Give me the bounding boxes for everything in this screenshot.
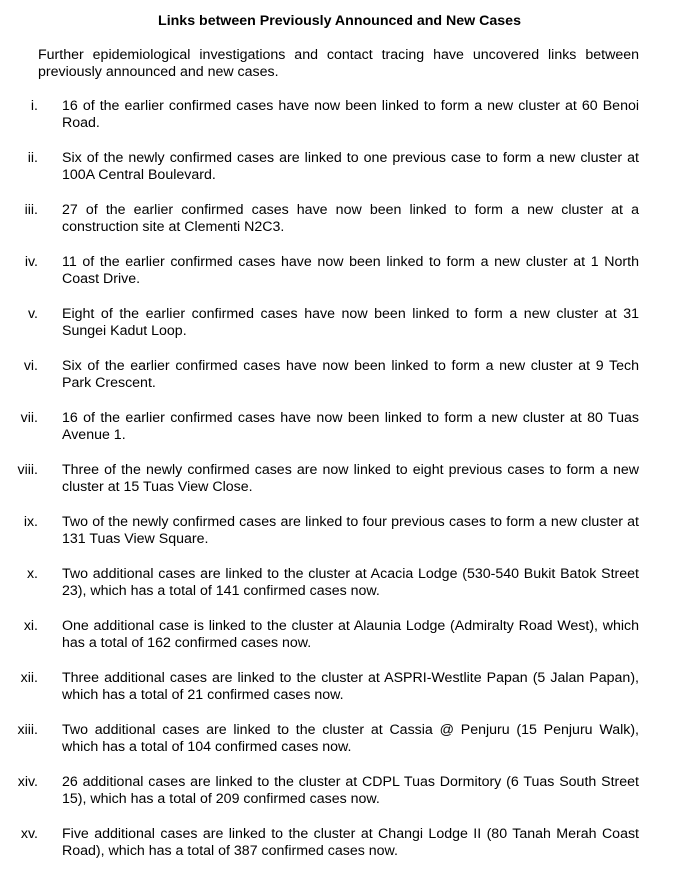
item-number: viii. [17, 462, 38, 478]
list-item [0, 514, 679, 566]
list-item [0, 306, 679, 358]
list-item [0, 358, 679, 410]
item-number: ii. [27, 150, 38, 166]
intro-paragraph: Further epidemiological investigations and contact tracing have uncovered links between previously announced and new cases. [38, 47, 639, 80]
item-text: 16 of the earlier confirmed cases have now been linked to form a new cluster at 80 Tuas Avenue 1. [62, 410, 639, 443]
list-item [0, 774, 679, 826]
item-number: i. [30, 98, 38, 114]
list-item [0, 462, 679, 514]
list-item [0, 826, 679, 878]
item-number: vi. [23, 358, 38, 374]
item-text: Six of the newly confirmed cases are linked to one previous case to form a new cluster at 100A Central Boulevard. [62, 150, 639, 183]
item-number: xiv. [17, 774, 38, 790]
item-number: xi. [23, 618, 38, 634]
list-item [0, 150, 679, 202]
item-text: Three of the newly confirmed cases are now linked to eight previous cases to form a new cluster at 15 Tuas View Close. [62, 462, 639, 495]
item-text: Six of the earlier confirmed cases have now been linked to form a new cluster at 9 Tech Park Crescent. [62, 358, 639, 391]
list-item [0, 202, 679, 254]
item-text: 27 of the earlier confirmed cases have now been linked to form a new cluster at a construction site at Clementi N2C3. [62, 202, 639, 235]
list-item [0, 410, 679, 462]
item-number: vii. [20, 410, 38, 426]
item-text: 26 additional cases are linked to the cluster at CDPL Tuas Dormitory (6 Tuas South Street 15), which has a total of 209 confirmed cases now. [62, 774, 639, 807]
item-text: One additional case is linked to the cluster at Alaunia Lodge (Admiralty Road West), which has a total of 162 confirmed cases now. [62, 618, 639, 651]
item-number: xv. [20, 826, 38, 842]
item-text: Eight of the earlier confirmed cases have now been linked to form a new cluster at 31 Sungei Kadut Loop. [62, 306, 639, 339]
item-number: xiii. [17, 722, 38, 738]
list-item [0, 722, 679, 774]
list-item [0, 98, 679, 150]
item-number: x. [26, 566, 38, 582]
item-text: Three additional cases are linked to the cluster at ASPRI-Westlite Papan (5 Jalan Papan), which has a total of 21 confirmed cases now. [62, 670, 639, 703]
item-number: xii. [20, 670, 38, 686]
list-item [0, 670, 679, 722]
item-text: 16 of the earlier confirmed cases have now been linked to form a new cluster at 60 Benoi Road. [62, 98, 639, 131]
item-text: Two of the newly confirmed cases are linked to four previous cases to form a new cluster at 131 Tuas View Square. [62, 514, 639, 547]
item-text: Two additional cases are linked to the cluster at Acacia Lodge (530-540 Bukit Batok Street 23), which has a total of 141 confirmed cases now. [62, 566, 639, 599]
document-title: Links between Previously Announced and New Cases [158, 13, 521, 29]
item-number: ix. [23, 514, 38, 530]
item-text: Two additional cases are linked to the cluster at Cassia @ Penjuru (15 Penjuru Walk), which has a total of 104 confirmed cases now. [62, 722, 639, 755]
list-item [0, 566, 679, 618]
list-item [0, 618, 679, 670]
item-number: v. [28, 306, 38, 322]
item-text: 11 of the earlier confirmed cases have now been linked to form a new cluster at 1 North Coast Drive. [62, 254, 639, 287]
cluster-list [0, 98, 679, 878]
list-item [0, 254, 679, 306]
item-number: iii. [24, 202, 38, 218]
item-number: iv. [24, 254, 38, 270]
item-text: Five additional cases are linked to the cluster at Changi Lodge II (80 Tanah Merah Coast Road), which has a total of 387 confirmed cases now. [62, 826, 639, 859]
